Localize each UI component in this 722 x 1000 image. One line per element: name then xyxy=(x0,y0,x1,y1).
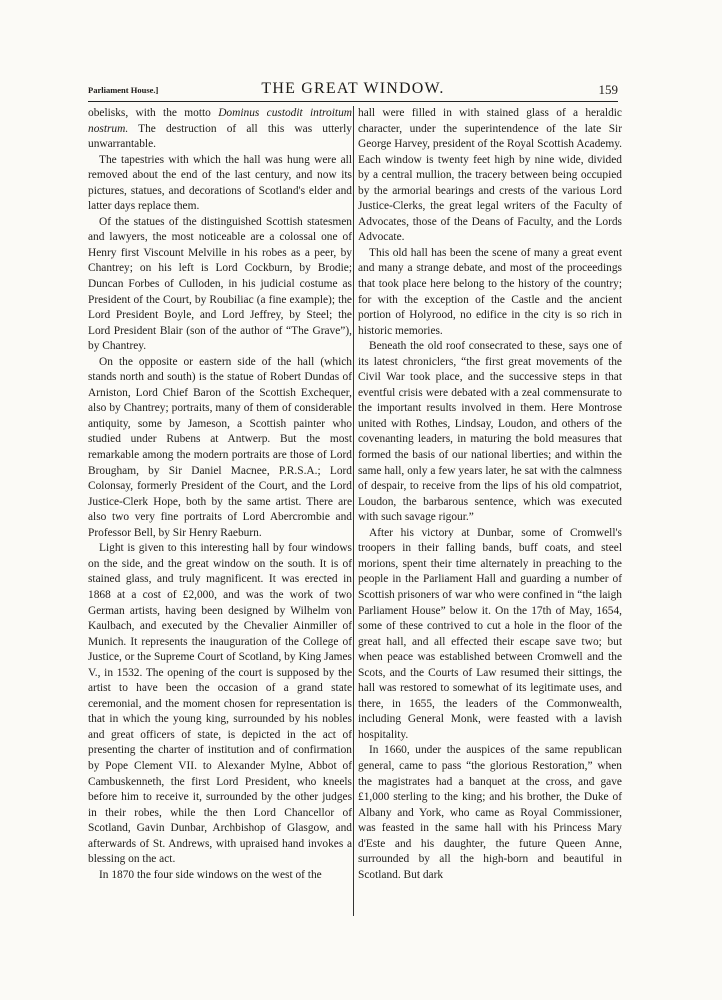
paragraph: In 1660, under the auspices of the same republican general, came to pass “the glorious Restoration,” when the magistrates had a banquet at the cross, and gave £1,000 sterling to the king; and his brother, the Duke of Albany and York, who came as Royal Commissioner, was feasted in the same hall with his Princess Mary d'Este and his daughter, the future Queen Anne, surrounded by all the high-born and beautiful in Scotland. But dark xyxy=(358,744,622,881)
page-title: THE GREAT WINDOW. xyxy=(261,80,445,97)
paragraph: hall were filled in with stained glass of a heraldic character, under the superintendence of the late Sir George Harvey, president of the Royal Scottish Academy. Each window is twenty feet high by nine wide, divided by a central mullion, the tracery between being occupied by the armorial bearings and crests of the various Lord Justice-Clerks, the great legal writers of the Faculty of Advocates, those of the Deans of Faculty, and the Lords Advocate. xyxy=(358,107,622,244)
header-rule xyxy=(88,101,618,102)
left-column xyxy=(88,106,352,883)
paragraph: In 1870 the four side windows on the west of the xyxy=(99,868,322,881)
paragraph: The tapestries with which the hall was hung were all removed about the end of the last century, and now its pictures, statues, and decorations of Scotland's elder and latter days replace them. xyxy=(88,153,352,213)
motto-italic: Dominus custodit introitum nostrum. xyxy=(88,107,352,135)
right-column xyxy=(358,106,622,883)
paragraph: After his victory at Dunbar, some of Cromwell's troopers in their falling bands, buff coats, and steel morions, spent their time alternately in preaching to the people in the Parliament Hall and guarding a number of Scottish prisoners of war who were confined in “the laigh Parliament House” below it. On the 17th of May, 1654, some of these contrived to cut a hole in the floor of the great hall, and all effected their escape save two; but when peace was established between Cromwell and the Scots, and the Courts of Law resumed their sittings, the hall was restored to somewhat of its legitimate uses, and there, in 1655, the leaders of the Commonwealth, including General Monk, were feasted with a lavish hospitality. xyxy=(358,526,622,741)
paragraph: This old hall has been the scene of many a great event and many a strange debate, and most of the proceedings that took place here belong to the history of the country; for with the exception of the Castle and the ancient portion of Holyrood, no edifice in the city is so rich in historic memories. xyxy=(358,246,622,337)
paragraph: Of the statues of the distinguished Scottish statesmen and lawyers, the most noticeable are a colossal one of Henry first Viscount Melville in his robes as a peer, by Chantrey; on his left is Lord Cockburn, by Brodie; Duncan Forbes of Culloden, in his judicial costume as President of the Court, by Roubiliac (a fine example); the Lord President Boyle, and Lord Jeffrey, by Steel; the Lord President Blair (son of the author of “The Grave”), by Chantrey. xyxy=(88,215,352,353)
paragraph xyxy=(88,106,352,153)
column-divider xyxy=(353,106,354,916)
paragraph: Light is given to this interesting hall by four windows on the side, and the great window on the south. It is of stained glass, and truly magnificent. It was erected in 1868 at a cost of £2,000, and was the work of two German artists, having been designed by Wilhelm von Kaulbach, and executed by the Chevalier Ainmiller of Munich. It represents the inauguration of the College of Justice, or the Supreme Court of Scotland, by King James V., in 1532. The opening of the court is supposed by the artist to have been the occasion of a grand state ceremonial, and the moment chosen for representation is that in which the young king, surrounded by his nobles and great officers of state, is depicted in the act of presenting the charter of institution and of confirmation by Pope Clement VII. to Alexander Mylne, Abbot of Cambuskenneth, the first Lord President, who kneels before him to receive it, surrounded by the other judges in their robes, while the then Lord Chancellor of Scotland, Gavin Dunbar, Archbishop of Glasgow, and afterwards of St. Andrews, with upraised hand invokes a blessing on the act. xyxy=(88,542,352,866)
page-header xyxy=(88,80,618,102)
paragraph: On the opposite or eastern side of the hall (which stands north and south) is the statue of Robert Dundas of Arniston, Lord Chief Baron of the Scottish Exchequer, also by Chantrey; portraits, many of them of considerable antiquity, some by Jameson, a Scottish painter who studied under Rubens at Antwerp. But the most remarkable among the modern portraits are those of Lord Brougham, by Sir Daniel Macnee, P.R.S.A.; Lord Colonsay, formerly President of the Court, and the Lord Justice-Clerk Hope, both by the same artist. There are also two very fine portraits of Lord Abercrombie and Professor Bell, by Sir Henry Raeburn. xyxy=(88,355,352,539)
text-run: The destruction of all this was utterly unwarrantable. xyxy=(88,122,352,151)
running-head-section: Parliament House.] xyxy=(88,85,159,95)
text-run: obelisks, with the motto xyxy=(88,107,219,119)
page-number: 159 xyxy=(598,82,618,97)
paragraph: Beneath the old roof consecrated to these, says one of its latest chroniclers, “the first great movements of the Civil War took place, and the successive steps in that eventful crisis were debated with a zeal commensurate to the important results involved in them. Here Montrose united with Rothes, Lindsay, Loudon, and others of the covenanting leaders, in maturing the bold measures that formed the basis of our national liberties; and within the same hall, only a few years later, he sat with the calmness of despair, to receive from the lips of his old compatriot, Loudon, the barbarous sentence, which was executed with such savage rigour.” xyxy=(358,340,622,524)
